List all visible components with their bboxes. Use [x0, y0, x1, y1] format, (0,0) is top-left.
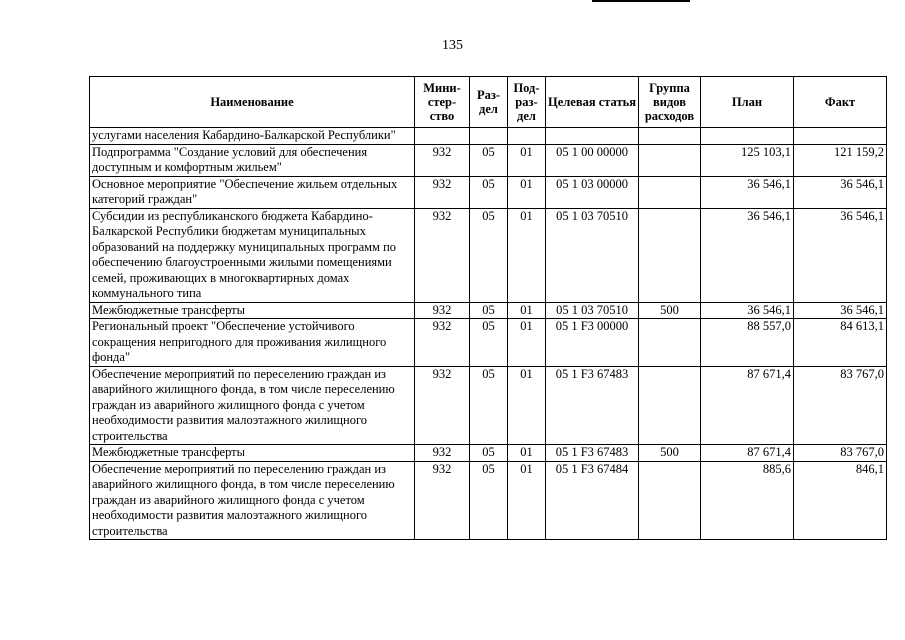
- cell-section: 05: [470, 208, 508, 302]
- cell-name: Региональный проект "Обеспечение устойчивого сокращения непригодного для проживания жилищного фонда": [90, 319, 415, 367]
- cell-name: Обеспечение мероприятий по переселению граждан из аварийного жилищного фонда, в том числе переселению граждан из аварийного жилищного фонда с учетом необходимости развития малоэтажного жилищного строительства: [90, 366, 415, 445]
- cell-plan: 885,6: [701, 461, 794, 540]
- table-row: [90, 208, 887, 302]
- table-row: [90, 461, 887, 540]
- cell-ministry: 932: [415, 461, 470, 540]
- header-fact: Факт: [794, 77, 887, 128]
- header-name: Наименование: [90, 77, 415, 128]
- top-rule: [592, 0, 690, 2]
- cell-expense-group: [639, 144, 701, 176]
- cell-plan: 87 671,4: [701, 366, 794, 445]
- cell-ministry: 932: [415, 176, 470, 208]
- cell-name: услугами населения Кабардино-Балкарской Республики": [90, 128, 415, 145]
- cell-target-article: [546, 128, 639, 145]
- cell-ministry: 932: [415, 319, 470, 367]
- cell-plan: 125 103,1: [701, 144, 794, 176]
- header-expense-group: Группа видов расходов: [639, 77, 701, 128]
- cell-plan: 87 671,4: [701, 445, 794, 462]
- header-target-article: Целевая статья: [546, 77, 639, 128]
- cell-target-article: 05 1 03 70510: [546, 208, 639, 302]
- cell-plan: 36 546,1: [701, 176, 794, 208]
- cell-subsection: 01: [508, 319, 546, 367]
- cell-expense-group: [639, 319, 701, 367]
- table-row: [90, 366, 887, 445]
- table-row: [90, 445, 887, 462]
- cell-fact: 83 767,0: [794, 366, 887, 445]
- cell-expense-group: [639, 366, 701, 445]
- cell-name: Межбюджетные трансферты: [90, 302, 415, 319]
- cell-ministry: [415, 128, 470, 145]
- cell-subsection: 01: [508, 445, 546, 462]
- header-subsection: Под-раз-дел: [508, 77, 546, 128]
- cell-fact: 121 159,2: [794, 144, 887, 176]
- cell-target-article: 05 1 F3 67483: [546, 445, 639, 462]
- cell-section: 05: [470, 319, 508, 367]
- table-row: [90, 176, 887, 208]
- cell-expense-group: [639, 128, 701, 145]
- cell-subsection: 01: [508, 302, 546, 319]
- cell-plan: 36 546,1: [701, 208, 794, 302]
- cell-target-article: 05 1 03 00000: [546, 176, 639, 208]
- cell-name: Обеспечение мероприятий по переселению граждан из аварийного жилищного фонда, в том числе переселению граждан из аварийного жилищного фонда с учетом необходимости развития малоэтажного жилищного строительства: [90, 461, 415, 540]
- cell-fact: 846,1: [794, 461, 887, 540]
- cell-ministry: 932: [415, 445, 470, 462]
- cell-ministry: 932: [415, 366, 470, 445]
- cell-section: 05: [470, 366, 508, 445]
- cell-section: 05: [470, 461, 508, 540]
- cell-name: Подпрограмма "Создание условий для обеспечения доступным и комфортным жильем": [90, 144, 415, 176]
- header-section: Раз-дел: [470, 77, 508, 128]
- cell-name: Основное мероприятие "Обеспечение жильем отдельных категорий граждан": [90, 176, 415, 208]
- table-header-row: [90, 77, 887, 128]
- cell-plan: 36 546,1: [701, 302, 794, 319]
- cell-target-article: 05 1 F3 67483: [546, 366, 639, 445]
- cell-target-article: 05 1 F3 67484: [546, 461, 639, 540]
- cell-fact: [794, 128, 887, 145]
- table-row: [90, 319, 887, 367]
- cell-subsection: 01: [508, 366, 546, 445]
- cell-section: 05: [470, 176, 508, 208]
- cell-fact: 84 613,1: [794, 319, 887, 367]
- header-ministry: Мини-стер-ство: [415, 77, 470, 128]
- page-number: 135: [442, 38, 463, 53]
- cell-expense-group: 500: [639, 445, 701, 462]
- table-row: [90, 302, 887, 319]
- table-row: [90, 128, 887, 145]
- cell-name: Субсидии из республиканского бюджета Кабардино-Балкарской Республики бюджетам муниципальных образований на поддержку муниципальных программ по обеспечению благоустроенными жилыми помещениями семей, проживающих в многоквартирных домах коммунального типа: [90, 208, 415, 302]
- cell-expense-group: [639, 461, 701, 540]
- header-plan: План: [701, 77, 794, 128]
- cell-plan: [701, 128, 794, 145]
- cell-target-article: 05 1 F3 00000: [546, 319, 639, 367]
- cell-fact: 83 767,0: [794, 445, 887, 462]
- cell-ministry: 932: [415, 144, 470, 176]
- cell-expense-group: [639, 176, 701, 208]
- cell-ministry: 932: [415, 208, 470, 302]
- cell-name: Межбюджетные трансферты: [90, 445, 415, 462]
- cell-fact: 36 546,1: [794, 176, 887, 208]
- cell-section: 05: [470, 445, 508, 462]
- cell-target-article: 05 1 00 00000: [546, 144, 639, 176]
- cell-target-article: 05 1 03 70510: [546, 302, 639, 319]
- cell-subsection: 01: [508, 208, 546, 302]
- cell-fact: 36 546,1: [794, 302, 887, 319]
- cell-ministry: 932: [415, 302, 470, 319]
- cell-expense-group: 500: [639, 302, 701, 319]
- budget-table: [89, 76, 887, 540]
- cell-plan: 88 557,0: [701, 319, 794, 367]
- cell-section: 05: [470, 144, 508, 176]
- cell-subsection: [508, 128, 546, 145]
- cell-section: 05: [470, 302, 508, 319]
- cell-subsection: 01: [508, 461, 546, 540]
- table-row: [90, 144, 887, 176]
- cell-expense-group: [639, 208, 701, 302]
- cell-section: [470, 128, 508, 145]
- cell-subsection: 01: [508, 176, 546, 208]
- cell-subsection: 01: [508, 144, 546, 176]
- cell-fact: 36 546,1: [794, 208, 887, 302]
